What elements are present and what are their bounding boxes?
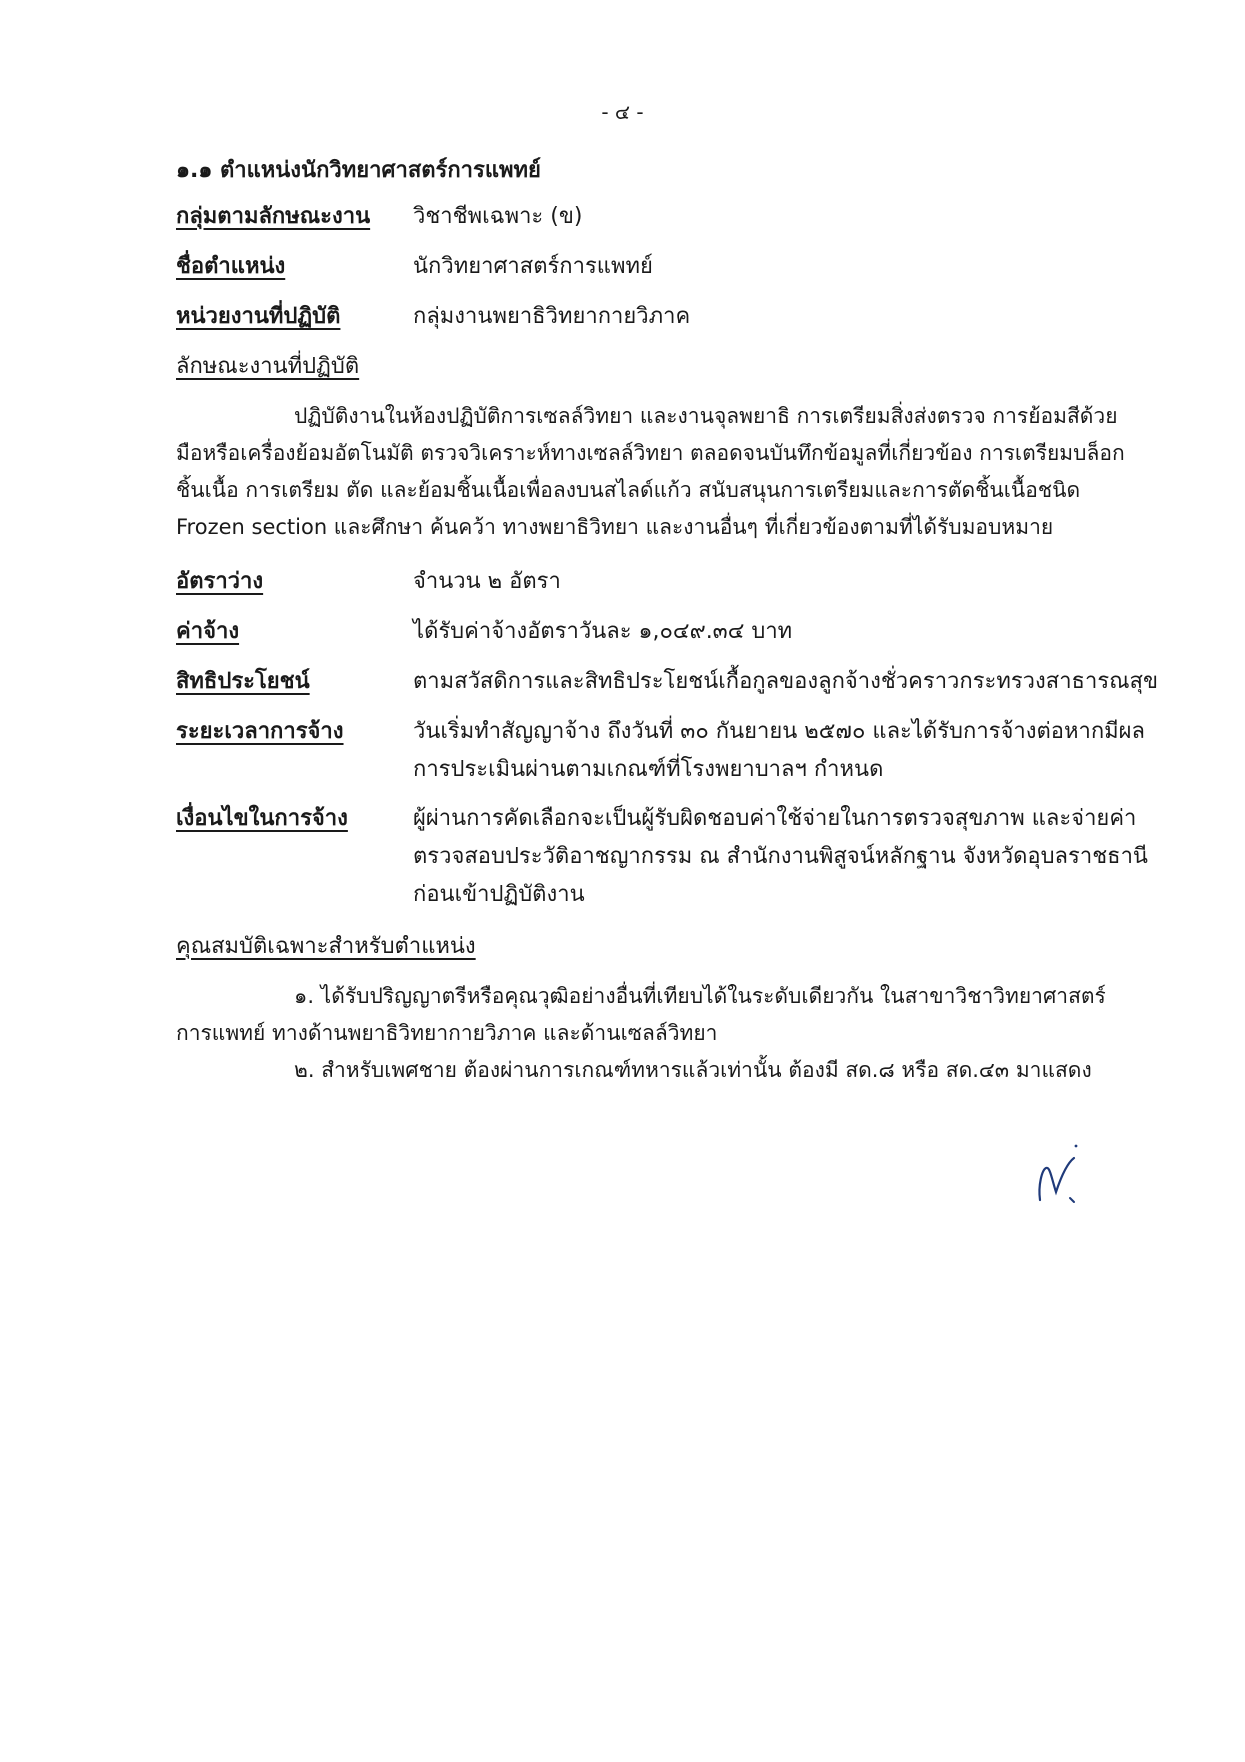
detail-value bbox=[413, 563, 1133, 601]
qualification-item-2: ๒. สำหรับเพศชาย ต้องผ่านการเกณฑ์ทหารแล้วเท่านั้น ต้องมี สด.๘ หรือ สด.๔๓ มาแสดง bbox=[294, 1058, 1092, 1082]
detail-value-line: วันเริ่มทำสัญญาจ้าง ถึงวันที่ ๓๐ กันยายน ๒๕๗๐ และได้รับการจ้างต่อหากมีผล bbox=[413, 719, 1146, 744]
paragraph-line: ชิ้นเนื้อ การเตรียม ตัด และย้อมชิ้นเนื้อเพื่อลงบนสไลด์แก้ว สนับสนุนการเตรียมและการตัดชิ้นเนื้อชนิด bbox=[176, 478, 1081, 502]
detail-value bbox=[413, 800, 1148, 914]
detail-value bbox=[413, 663, 1159, 701]
qualifications-list bbox=[176, 978, 1126, 1089]
field-label: หน่วยงานที่ปฏิบัติ bbox=[176, 304, 341, 329]
detail-label: ค่าจ้าง bbox=[176, 619, 240, 644]
qualifications-label: คุณสมบัติเฉพาะสำหรับตำแหน่ง bbox=[176, 934, 476, 959]
page-number: - ๔ - bbox=[601, 100, 644, 124]
field-label: ชื่อตำแหน่ง bbox=[176, 254, 286, 279]
job-nature-label: ลักษณะงานที่ปฏิบัติ bbox=[176, 354, 360, 379]
detail-value-line: ตามสวัสดิการและสิทธิประโยชน์เกื้อกูลของลูกจ้างชั่วคราวกระทรวงสาธารณสุข bbox=[413, 669, 1159, 694]
paragraph-line: ปฏิบัติงานในห้องปฏิบัติการเซลล์วิทยา และงานจุลพยาธิ การเตรียมสิ่งส่งตรวจ การย้อมสีด้วย bbox=[294, 404, 1118, 428]
detail-label: ระยะเวลาการจ้าง bbox=[176, 719, 344, 744]
field-value: นักวิทยาศาสตร์การแพทย์ bbox=[413, 254, 653, 279]
detail-label: เงื่อนไขในการจ้าง bbox=[176, 806, 348, 831]
field-value: กลุ่มงานพยาธิวิทยากายวิภาค bbox=[413, 304, 691, 329]
field-label: กลุ่มตามลักษณะงาน bbox=[176, 204, 371, 229]
paragraph-line: มือหรือเครื่องย้อมอัตโนมัติ ตรวจวิเคราะห์ทางเซลล์วิทยา ตลอดจนบันทึกข้อมูลที่เกี่ยวข้อง การเตรียมบล็อก bbox=[176, 441, 1125, 465]
detail-value-line: ผู้ผ่านการคัดเลือกจะเป็นผู้รับผิดชอบค่าใช้จ่ายในการตรวจสุขภาพ และจ่ายค่า bbox=[413, 806, 1137, 831]
detail-value-line: จำนวน ๒ อัตรา bbox=[413, 569, 561, 594]
paragraph-line: Frozen section และศึกษา ค้นคว้า ทางพยาธิวิทยา และงานอื่นๆ ที่เกี่ยวข้องตามที่ได้รับมอบหมาย bbox=[176, 515, 1054, 539]
handwritten-signature bbox=[1030, 1140, 1090, 1210]
detail-label: สิทธิประโยชน์ bbox=[176, 669, 310, 694]
job-nature-paragraph bbox=[176, 398, 1126, 546]
detail-value-line: ตรวจสอบประวัติอาชญากรรม ณ สำนักงานพิสูจน์หลักฐาน จังหวัดอุบลราชธานี bbox=[413, 844, 1148, 869]
detail-value-line: ได้รับค่าจ้างอัตราวันละ ๑,๐๔๙.๓๔ บาท bbox=[413, 619, 793, 644]
field-value: วิชาชีพเฉพาะ (ข) bbox=[413, 204, 583, 229]
qualification-item-1: ๑. ได้รับปริญญาตรีหรือคุณวุฒิอย่างอื่นที่เทียบได้ในระดับเดียวกัน ในสาขาวิชาวิทยาศาสตร์ bbox=[294, 984, 1106, 1008]
detail-value-line: การประเมินผ่านตามเกณฑ์ที่โรงพยาบาลฯ กำหนด bbox=[413, 757, 884, 782]
detail-label: อัตราว่าง bbox=[176, 569, 264, 594]
section-heading: ๑.๑ ตำแหน่งนักวิทยาศาสตร์การแพทย์ bbox=[176, 158, 541, 183]
detail-value bbox=[413, 713, 1146, 789]
detail-value-line: ก่อนเข้าปฏิบัติงาน bbox=[413, 882, 585, 907]
detail-value bbox=[413, 613, 1133, 651]
qualification-item-1-continued: การแพทย์ ทางด้านพยาธิวิทยากายวิภาค และด้านเซลล์วิทยา bbox=[176, 1021, 718, 1045]
